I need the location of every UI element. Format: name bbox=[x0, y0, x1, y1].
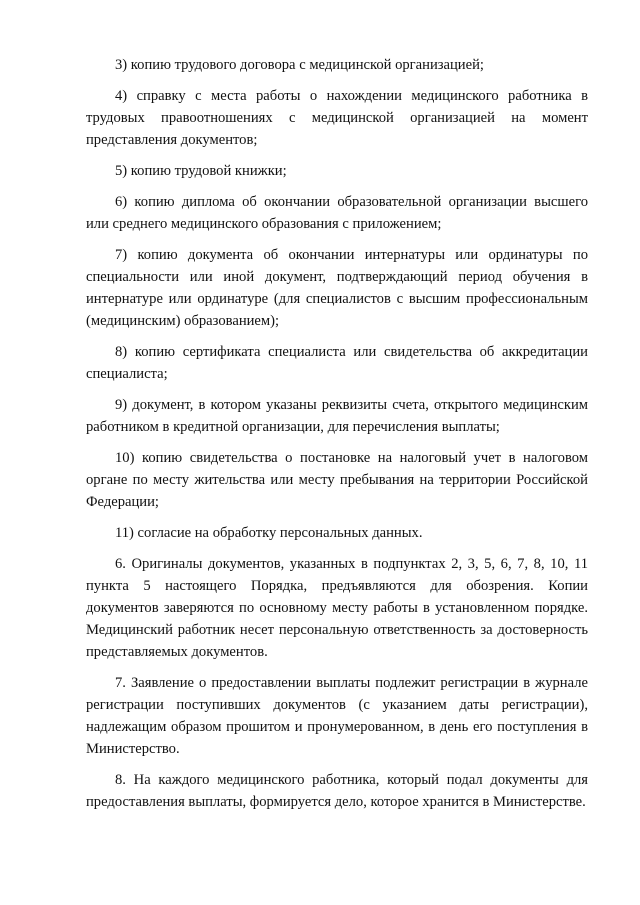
paragraph-item-9: 9) документ, в котором указаны реквизиты счета, открытого медицинским работником в кредитной организации, для перечисления выплаты; bbox=[86, 397, 588, 435]
paragraph-item-11: 11) согласие на обработку персональных данных. bbox=[115, 525, 423, 541]
paragraph-item-3: 3) копию трудового договора с медицинской организацией; bbox=[115, 57, 484, 73]
section-7-paragraph: 7. Заявление о предоставлении выплаты подлежит регистрации в журнале регистрации поступивших документов (с указанием даты регистрации), надлежащим образом прошитом и пронумерованном, в день его поступления в Министерство. bbox=[86, 675, 588, 757]
paragraph-item-5: 5) копию трудовой книжки; bbox=[115, 163, 287, 179]
section-6-paragraph: 6. Оригиналы документов, указанных в подпунктах 2, 3, 5, 6, 7, 8, 10, 11 пункта 5 настоящего Порядка, предъявляются для обозрения. Копии документов заверяются по основному месту работы в установленном порядке. Медицинский работник несет персональную ответственность за достоверность представляемых документов. bbox=[86, 556, 588, 660]
document-body bbox=[86, 54, 588, 822]
section-8-paragraph: 8. На каждого медицинского работника, который подал документы для предоставления выплаты, формируется дело, которое хранится в Министерстве. bbox=[86, 772, 588, 810]
paragraph-item-7: 7) копию документа об окончании интернатуры или ординатуры по специальности или иной документ, подтверждающий период обучения в интернатуре или ординатуре (для специалистов с высшим профессиональным (медицинским) образованием); bbox=[86, 247, 588, 329]
paragraph-item-10: 10) копию свидетельства о постановке на налоговый учет в налоговом органе по месту жительства или месту пребывания на территории Российской Федерации; bbox=[86, 450, 588, 510]
paragraph-item-4: 4) справку с места работы о нахождении медицинского работника в трудовых правоотношениях с медицинской организацией на момент представления документов; bbox=[86, 88, 588, 148]
paragraph-item-6: 6) копию диплома об окончании образовательной организации высшего или среднего медицинского образования с приложением; bbox=[86, 194, 588, 232]
paragraph-item-8: 8) копию сертификата специалиста или свидетельства об аккредитации специалиста; bbox=[86, 344, 588, 382]
